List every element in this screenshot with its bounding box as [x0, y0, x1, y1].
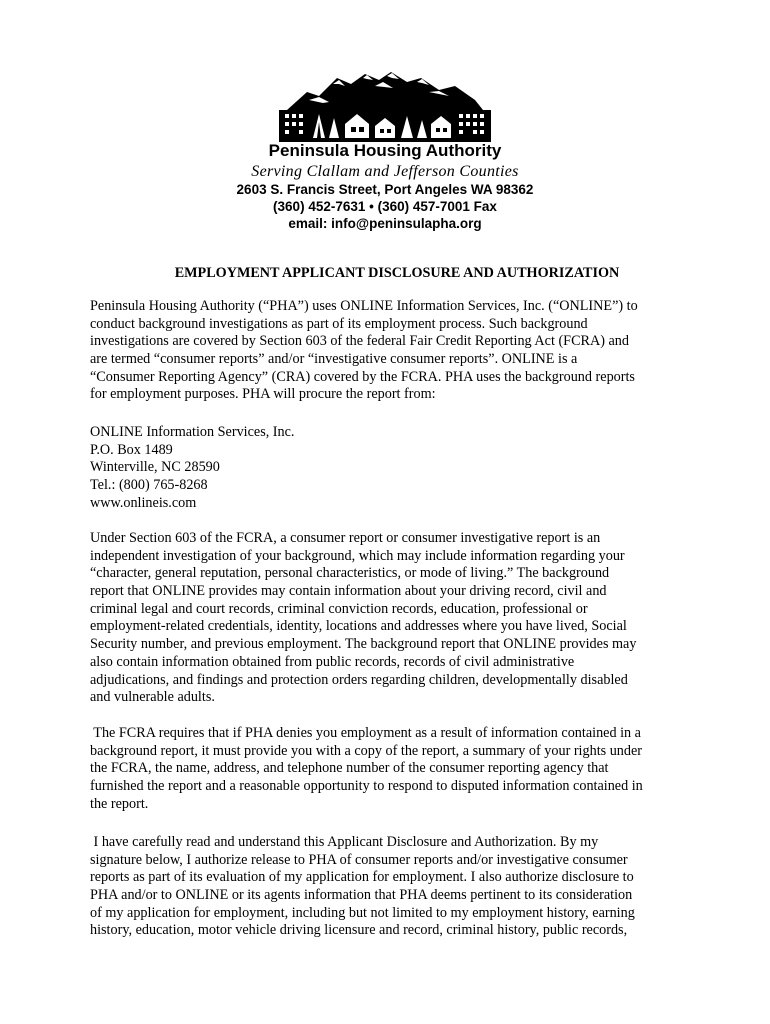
text-line: “Consumer Reporting Agency” (CRA) covered by the FCRA. PHA uses the background reports	[90, 368, 635, 385]
text-line: independent investigation of your background, which may include information regarding your	[90, 547, 625, 564]
text-line: I have carefully read and understand this Applicant Disclosure and Authorization. By my	[90, 834, 599, 850]
text-line: for employment purposes. PHA will procure the report from:	[90, 386, 436, 403]
text-line: and vulnerable adults.	[90, 689, 215, 706]
text-line: reports as part of its evaluation of my application for employment. I also authorize disclosure to	[90, 869, 634, 886]
text-line: the FCRA, the name, address, and telephone number of the consumer reporting agency that	[90, 760, 609, 777]
text-line: report that ONLINE provides may contain information about your driving record, civil and	[90, 583, 607, 600]
text-line: also contain information obtained from public records, records of civil administrative	[90, 653, 575, 670]
agency-city: Winterville, NC 28590	[90, 459, 220, 476]
text-line: background report, it must provide you with a copy of the report, a summary of your rights under	[90, 742, 643, 759]
agency-phone: Tel.: (800) 765-8268	[90, 477, 208, 494]
text-line: signature below, I authorize release to PHA of consumer reports and/or investigative consumer	[90, 851, 628, 868]
text-line: employment-related credentials, identity, locations and addresses where you have lived, Social	[90, 618, 627, 635]
text-line: furnished the report and a reasonable opportunity to respond to disputed information contained in	[90, 778, 643, 795]
text-line: Peninsula Housing Authority (“PHA”) uses ONLINE Information Services, Inc. (“ONLINE”) to	[90, 298, 638, 314]
text-line: Under Section 603 of the FCRA, a consumer report or consumer investigative report is an	[90, 530, 601, 546]
org-email: email: info@peninsulapha.org	[288, 216, 482, 231]
text-line: “character, general reputation, personal characteristics, or mode of living.” The background	[90, 565, 610, 582]
paragraph-section-603	[90, 530, 690, 707]
text-line: Security number, and previous employment. The background report that ONLINE provides may	[90, 636, 637, 653]
text-line: The FCRA requires that if PHA denies you employment as a result of information contained in a	[90, 725, 641, 741]
text-line: conduct background investigations as part of its employment process. Such background	[90, 315, 588, 332]
org-address: 2603 S. Francis Street, Port Angeles WA 98362	[236, 182, 534, 197]
text-line: of my application for employment, including but not limited to my employment history, earning	[90, 904, 635, 921]
text-line: are termed “consumer reports” and/or “investigative consumer reports”. ONLINE is a	[90, 351, 578, 368]
text-line: PHA and/or to ONLINE or its agents information that PHA deems pertinent to its consideration	[90, 887, 633, 904]
text-line: adjudications, and findings and protection orders regarding children, developmentally disabled	[90, 671, 628, 688]
document-title: EMPLOYMENT APPLICANT DISCLOSURE AND AUTHORIZATION	[174, 265, 620, 281]
text-line: criminal legal and court records, criminal conviction records, education, professional or	[90, 600, 588, 617]
agency-address-block	[90, 424, 690, 512]
org-phone-fax: (360) 452-7631 • (360) 457-7001 Fax	[273, 199, 497, 214]
agency-po-box: P.O. Box 1489	[90, 441, 173, 458]
paragraph-fcra-intro	[90, 298, 690, 404]
agency-website: www.onlineis.com	[90, 494, 197, 511]
org-name: Peninsula Housing Authority	[268, 141, 502, 160]
housing-authority-logo	[279, 70, 491, 142]
paragraph-authorization	[90, 834, 690, 940]
agency-name: ONLINE Information Services, Inc.	[90, 424, 295, 440]
text-line: the report.	[90, 795, 149, 812]
text-line: history, education, motor vehicle driving licensure and record, criminal history, public records,	[90, 922, 628, 939]
org-tagline: Serving Clallam and Jefferson Counties	[251, 163, 519, 180]
paragraph-fcra-requirements	[90, 725, 690, 813]
text-line: investigations are covered by Section 603 of the federal Fair Credit Reporting Act (FCRA) and	[90, 333, 629, 350]
